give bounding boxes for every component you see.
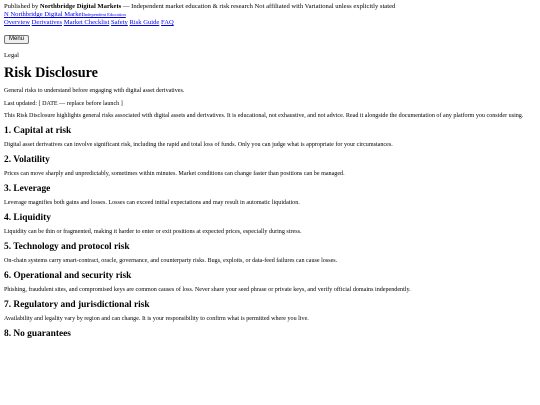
section-heading: 2. Volatility bbox=[4, 155, 50, 165]
section-body: Digital asset derivatives can involve significant risk, including the rapid and total loss of funds. Only you can judge what is appropriate for your circumstances. bbox=[4, 142, 393, 148]
nav-link-market-checklist[interactable]: Market Checklist bbox=[63, 19, 110, 26]
section-body: Phishing, fraudulent sites, and compromised keys are common causes of loss. Never share your seed phrase or private keys, and verify official domains independently. bbox=[4, 287, 411, 293]
menu-button[interactable]: Menu bbox=[4, 35, 29, 44]
section-heading: 7. Regulatory and jurisdictional risk bbox=[4, 300, 150, 310]
nav-link-risk-guide[interactable]: Risk Guide bbox=[129, 19, 160, 26]
section-heading: 8. No guarantees bbox=[4, 329, 71, 339]
section-body: Leverage magnifies both gains and losses. Losses can exceed initial expectations and may result in automatic liquidation. bbox=[4, 200, 300, 206]
section-body: On-chain systems carry smart-contract, oracle, governance, and counterparty risks. Bugs, exploits, or data-feed failures can cause losses. bbox=[4, 258, 338, 264]
nav-link-safety[interactable]: Safety bbox=[110, 19, 128, 26]
section-body: Liquidity can be thin or fragmented, making it harder to enter or exit positions at expected prices, especially during stress. bbox=[4, 229, 302, 235]
publisher-disclaimer: — Independent market education & risk research Not affiliated with Variational unless explicitly stated bbox=[122, 3, 396, 10]
publisher-name: Northbridge Digital Markets bbox=[39, 3, 122, 10]
brand-name: Northbridge Digital Market bbox=[10, 11, 84, 18]
section-body: Availability and legality vary by region and can change. It is your responsibility to confirm what is permitted where you live. bbox=[4, 316, 309, 322]
section-heading: 4. Liquidity bbox=[4, 213, 51, 223]
section-heading: 6. Operational and security risk bbox=[4, 271, 132, 281]
brand-home-link[interactable] bbox=[4, 11, 126, 18]
section-body: Prices can move sharply and unpredictably, sometimes within minutes. Market conditions can change faster than positions can be managed. bbox=[4, 171, 345, 177]
page-title: Risk Disclosure bbox=[4, 65, 98, 81]
nav-link-overview[interactable]: Overview bbox=[4, 19, 30, 26]
brand-logo-mark: N bbox=[4, 11, 9, 18]
brand-tagline: Independent Education bbox=[83, 12, 126, 17]
publisher-bar bbox=[4, 3, 536, 11]
main-nav bbox=[4, 19, 536, 27]
section-heading: 1. Capital at risk bbox=[4, 126, 72, 136]
section-heading: 3. Leverage bbox=[4, 184, 51, 194]
intro-paragraph: This Risk Disclosure highlights general risks associated with digital assets and derivatives. It is educational, not exhaustive, and not advice. Read it alongside the documentation of any platform you consider using. bbox=[4, 113, 524, 119]
brand-header bbox=[4, 11, 536, 19]
last-updated: Last updated: [ DATE — replace before launch ] bbox=[4, 101, 123, 107]
section-eyebrow: Legal bbox=[4, 52, 20, 59]
nav-link-faq[interactable]: FAQ bbox=[161, 19, 174, 26]
nav-link-derivatives[interactable]: Derivatives bbox=[31, 19, 63, 26]
publisher-prefix: Published by bbox=[4, 3, 39, 10]
sections-list bbox=[4, 126, 536, 340]
page-subtitle: General risks to understand before engaging with digital asset derivatives. bbox=[4, 88, 185, 94]
section-heading: 5. Technology and protocol risk bbox=[4, 242, 130, 252]
